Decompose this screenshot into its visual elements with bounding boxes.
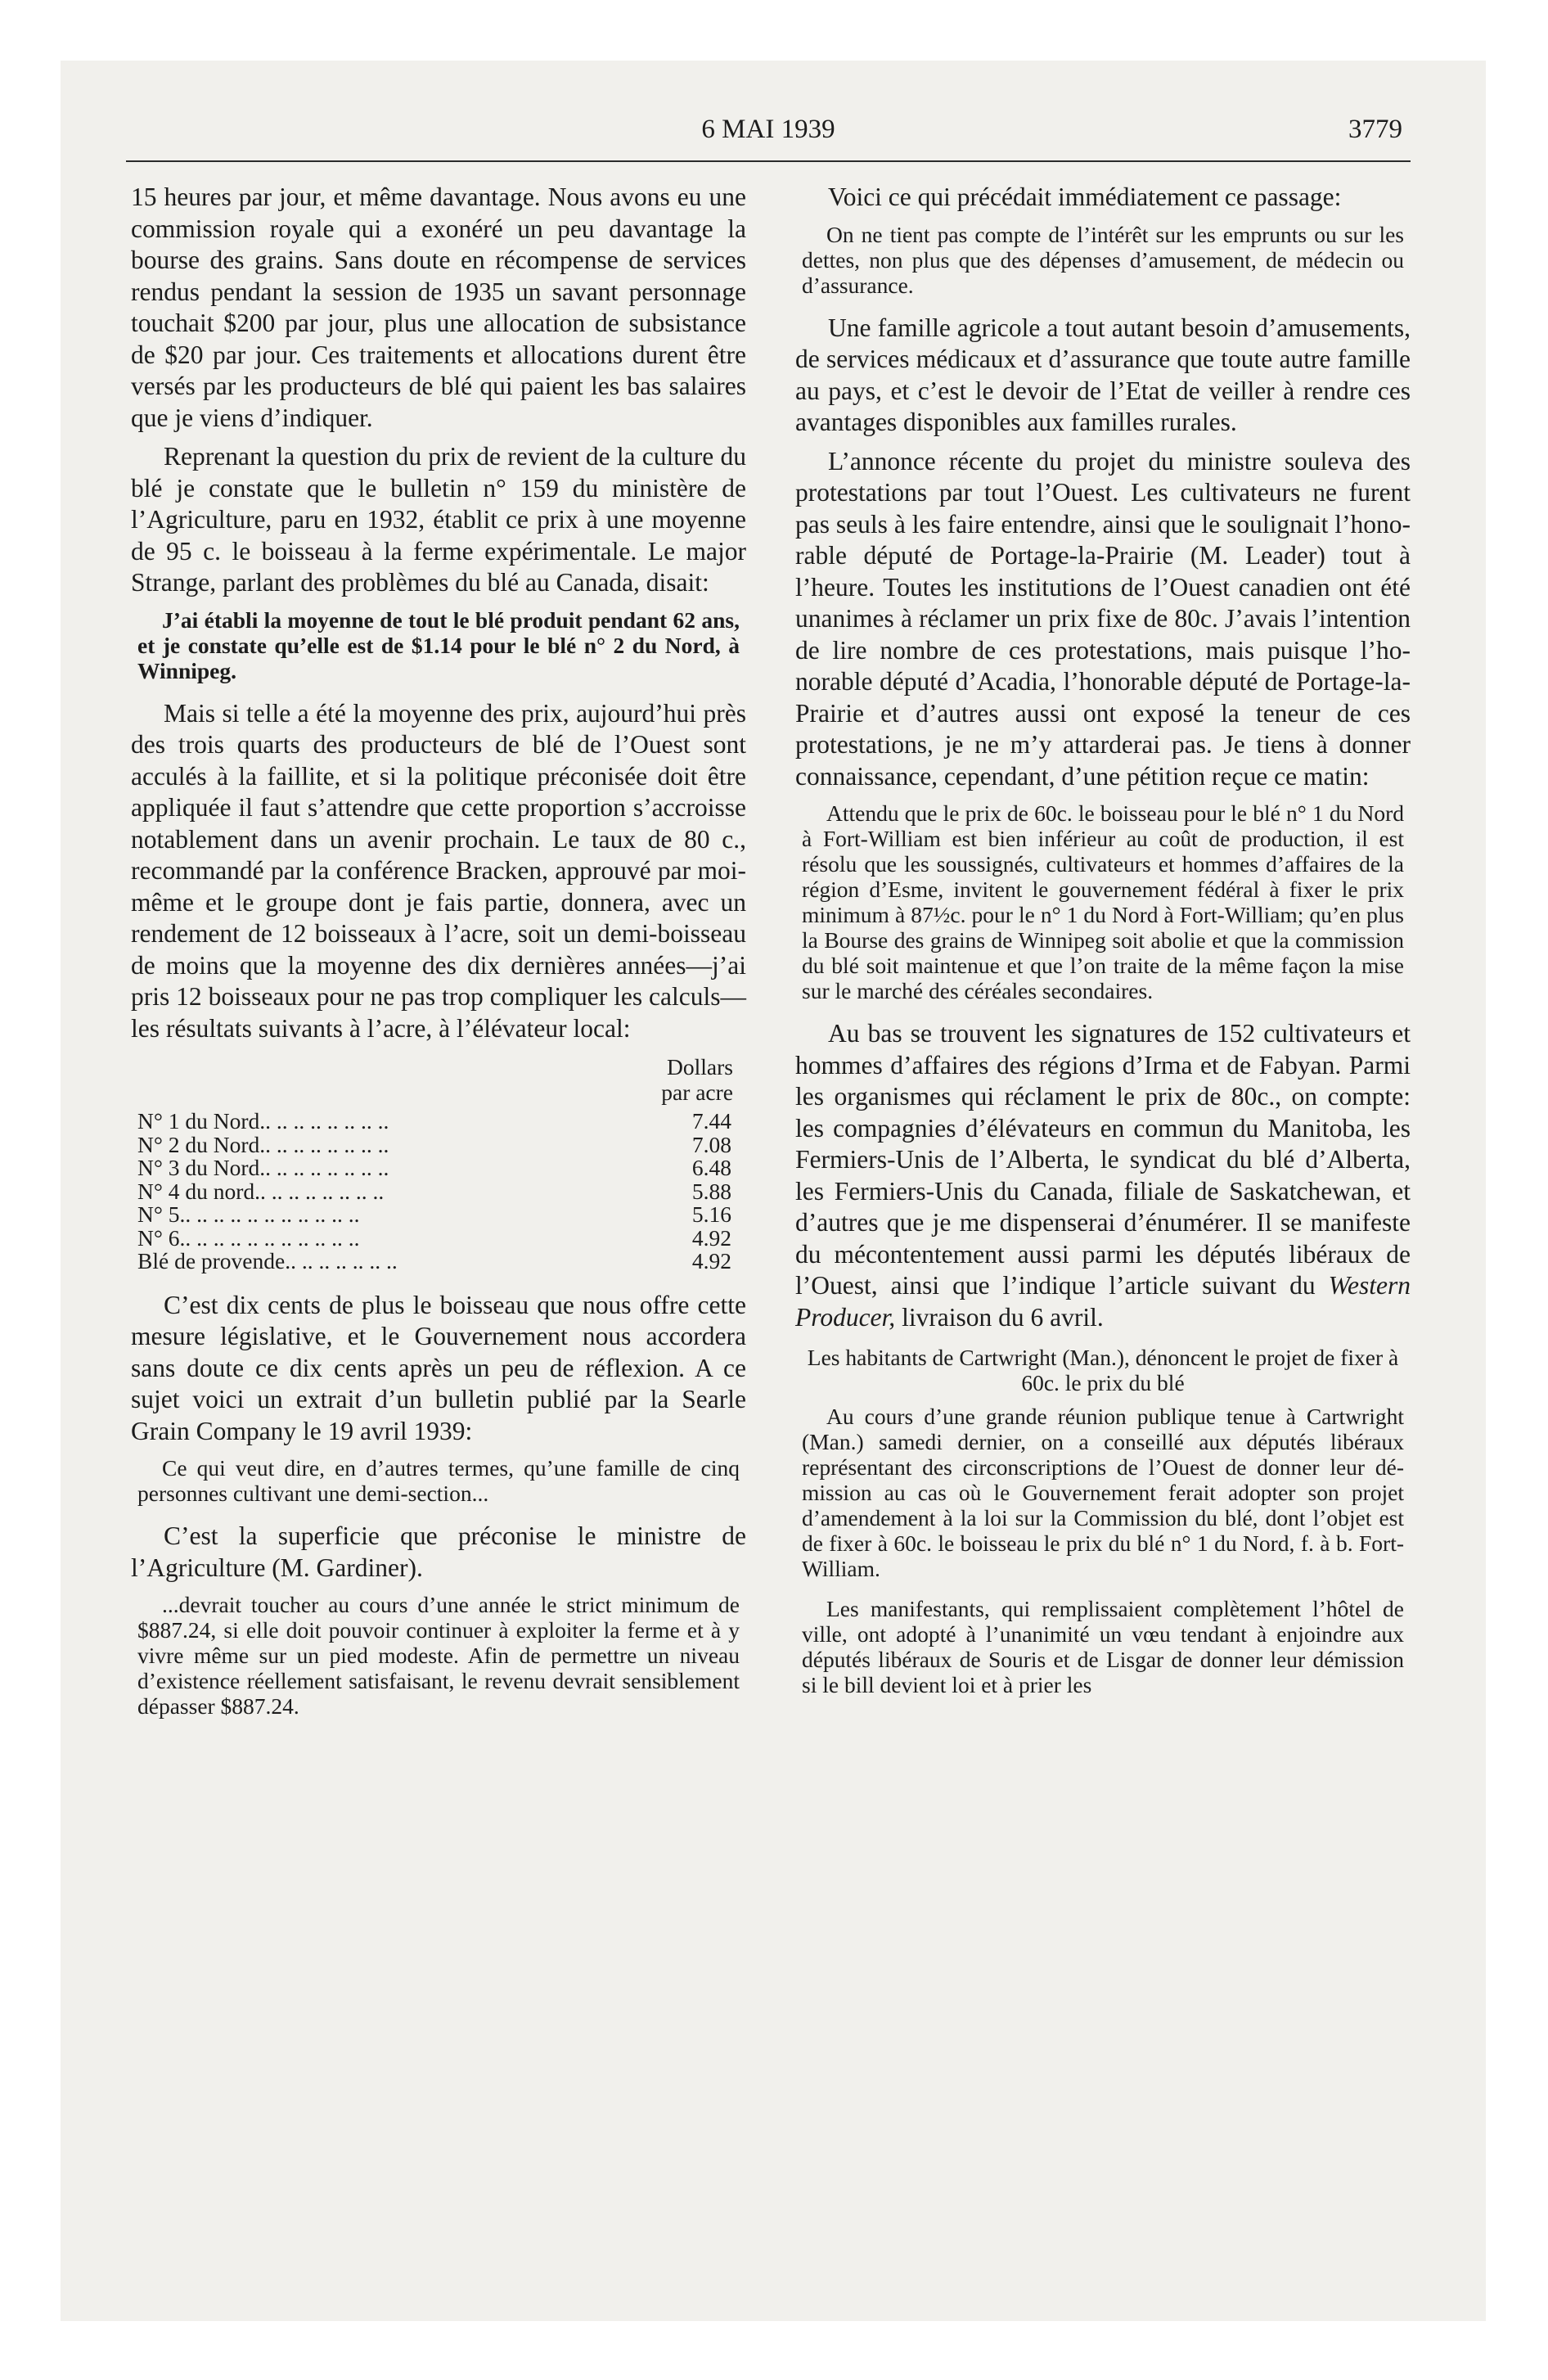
table-row	[137, 1131, 740, 1157]
petition-quote: Attendu que le prix de 60c. le boisseau pour le blé n° 1 du Nord à Fort-William est bien inférieur au coût de production, il est résolu que les soussignés, cultivateurs et hommes d’affaires de la région d’Esme, invitent le gouvernement fédéral à fixer le prix minimum à 87½c. pour le n° 1 du Nord à Fort-William; qu’en plus la Bourse des grains de Winnipeg soit abolie et que la commission du blé soit maintenue et que l’on traite de la même façon la mise sur le marché des céréales secondaires.	[802, 800, 1404, 1003]
block-quote: Ce qui veut dire, en d’autres termes, qu’une famille de cinq personnes cultivant une demi-section...	[137, 1455, 740, 1506]
paragraph: Reprenant la question du prix de revient de la culture du blé je constate que le bulletin n° 159 du ministère de l’Agriculture, paru en 1932, établit ce prix à une moyenne de 95 c. le boisseau à la ferme expérimentale. Le major Strange, parlant des problèmes du blé au Canada, disait:	[131, 442, 746, 597]
block-quote: J’ai établi la moyenne de tout le blé produit pendant 62 ans, et je constate qu’elle est de $1.14 pour le blé n° 2 du Nord, à Winnipeg.	[137, 606, 740, 683]
row-label: N° 2 du Nord.. .. .. .. .. .. .. ..	[137, 1133, 389, 1156]
row-value: 7.44	[691, 1108, 731, 1134]
row-label: N° 6.. .. .. .. .. .. .. .. .. .. ..	[137, 1226, 360, 1250]
paragraph: C’est la superficie que préconise le ministre de l’Agriculture (M. Gardiner).	[131, 1521, 746, 1582]
header-rule	[126, 160, 1411, 162]
row-label: Blé de provende.. .. .. .. .. .. ..	[137, 1250, 398, 1273]
right-column	[795, 182, 1411, 1712]
row-value: 6.48	[691, 1155, 731, 1180]
row-label: N° 4 du nord.. .. .. .. .. .. .. ..	[137, 1179, 385, 1203]
row-label: N° 1 du Nord.. .. .. .. .. .. .. ..	[137, 1110, 389, 1134]
article-headline: Les habitants de Cartwright (Man.), dénoncent le projet de fixer à 60c. le prix du blé	[807, 1345, 1399, 1395]
table-row	[137, 1156, 740, 1180]
yield-table	[137, 1054, 740, 1273]
table-header	[137, 1054, 740, 1105]
article-text: Les manifestants, qui remplissaient complètement l’hôtel de ville, ont adopté à l’unanimité un vœu tendant à enjoindre aux députés libéraux de Souris et de Lisgar de donner leur démission si le bill devient loi et à prier les	[802, 1596, 1404, 1697]
paragraph: Voici ce qui précédait immédiatement ce passage:	[828, 183, 1342, 211]
paragraph: C’est dix cents de plus le boisseau que nous offre cette mesure législative, et le Gouvernement nous accordera sans doute ce dix cents après un peu de réflexion. A ce sujet voici un extrait d’un bulletin publié par la Searle Grain Company le 19 avril 1939:	[131, 1290, 746, 1445]
paragraph: Mais si telle a été la moyenne des prix, aujourd’hui près des trois quarts des producteurs de blé de l’Ouest sont acculés à la faillite, et si la politique préconisée doit être appliquée il faut s’attendre que cette proportion s’accroisse notablement dans un avenir prochain. Le taux de 80 c., recommandé par la conférence Bracken, approuvé par moi-même et le groupe dont je fais partie, donnera, avec un rendement de 12 boisseaux à l’acre, soit un demi-boisseau de moins que la moyenne des dix dernières années—j’ai pris 12 boisseaux pour ne pas trop compliquer les calculs—les résultats suivants à l’acre, à l’élévateur local:	[131, 698, 746, 1043]
paragraph-text: Au bas se trouvent les signatures de 152 cultivateurs et hommes d’affaires des régions d’Irma et de Fabyan. Parmi les organismes qui réclament le prix de 80c., on compte: les compagnies d’élévateurs en commun du Manitoba, les Fermiers-Unis de l’Alberta, le syndicat du blé d’Alberta, les Fermiers-Unis du Canada, filiale de Saskatchewan, et d’autres que je me dispenserai d’énumérer. Il se manifeste du mécontentement aussi parmi les députés libéraux de l’Ouest, ainsi que l’indique l’article suivant du	[795, 1019, 1411, 1300]
table-row	[137, 1180, 740, 1204]
table-row	[137, 1250, 740, 1273]
block-quote: On ne tient pas compte de l’intérêt sur les emprunts ou sur les dettes, non plus que des dépenses d’amusement, de médecin ou d’assurance.	[802, 221, 1404, 298]
table-row	[137, 1224, 740, 1251]
table-header-line: Dollars	[667, 1054, 733, 1080]
publication-title: Western Producer,	[795, 1271, 1411, 1332]
block-quote: ...devrait toucher au cours d’une année le strict minimum de $887.24, si elle doit pouvoir continuer à exploiter la ferme et à y vivre même sur un pied modeste. Afin de permettre un niveau d’existence réellement satisfaisant, le revenu devrait sensiblement dépasser $887.24.	[137, 1592, 740, 1719]
row-value: 7.08	[691, 1131, 731, 1157]
page-number: 3779	[1348, 115, 1402, 144]
row-value: 5.88	[691, 1178, 731, 1204]
row-label: N° 3 du Nord.. .. .. .. .. .. .. ..	[137, 1156, 389, 1180]
header-date: 6 MAI 1939	[701, 115, 835, 144]
page-header	[126, 115, 1411, 151]
table-header-line: par acre	[661, 1080, 733, 1105]
paragraph	[795, 1018, 1411, 1333]
left-column	[131, 182, 746, 1733]
paragraph: Une famille agricole a tout autant besoin d’amusements, de services médicaux et d’assurance que toute autre famille au pays, et c’est le devoir de l’Etat de veiller à rendre ces avantages disponibles aux familles rurales.	[795, 313, 1411, 436]
row-label: N° 5.. .. .. .. .. .. .. .. .. .. ..	[137, 1203, 360, 1227]
paragraph-text: livraison du 6 avril.	[902, 1302, 1104, 1332]
article-text: Au cours d’une grande réunion publique tenue à Cartwright (Man.) samedi dernier, on a conseillé aux députés libéraux représentant des circonscriptions de l’Ouest de donner leur démission au cas où le Gouvernement ferait adopter son projet d’amendement à la loi sur la Commission du blé, dont l’objet est de fixer à 60c. le boisseau le prix du blé n° 1 du Nord, f. à b. Fort-William.	[802, 1404, 1404, 1581]
row-value: 4.92	[691, 1248, 731, 1273]
row-value: 4.92	[691, 1224, 731, 1251]
table-row	[137, 1110, 740, 1134]
paragraph: 15 heures par jour, et même davantage. Nous avons eu une commission royale qui a exonéré un peu davantage la bourse des grains. Sans doute en récompense de services rendus pendant la session de 1935 un savant personnage touchait $200 par jour, plus une allocation de subsistance de $20 par jour. Ces traitements et allocations durent être versés par les producteurs de blé qui paient les bas salaires que je viens d’indiquer.	[131, 183, 746, 432]
table-row	[137, 1203, 740, 1227]
paragraph: L’annonce récente du projet du ministre souleva des protestations par tout l’Ouest. Les cultivateurs ne furent pas seuls à les faire entendre, ainsi que le soulignait l’honorable député de Portage-la-Prairie (M. Leader) tout à l’heure. Toutes les institutions de l’Ouest canadien ont été unanimes à réclamer un prix fixe de 80c. J’avais l’intention de lire nombre de ces protestations, mais puisque l’honorable député d’Acadia, l’honorable député de Portage-la-Prairie et d’autres aussi ont exposé la teneur de ces protestations, je ne m’y attarderai pas. Je tiens à donner connaissance, cependant, d’une pétition reçue ce matin:	[795, 446, 1411, 791]
row-value: 5.16	[691, 1201, 731, 1227]
